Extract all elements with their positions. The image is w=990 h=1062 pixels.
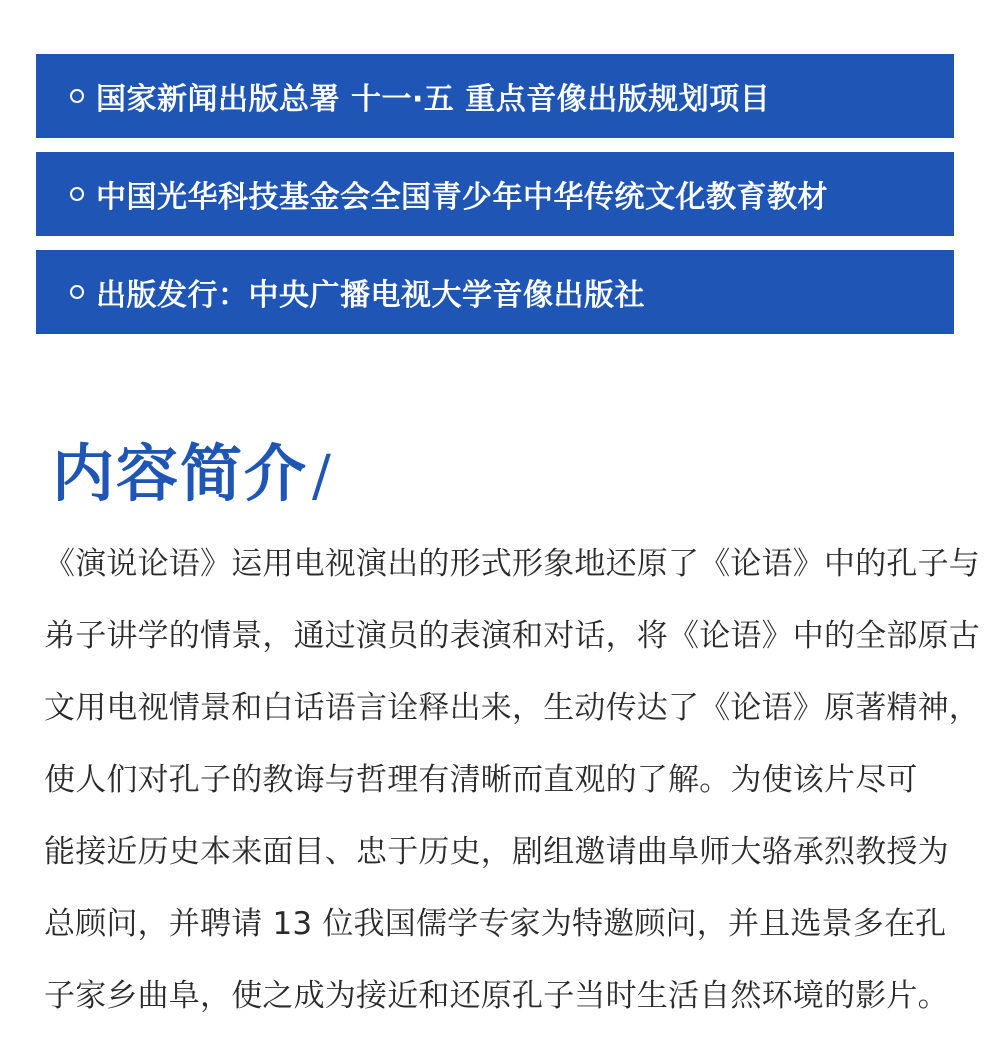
- paragraph-line: 使人们对孔子的教诲与哲理有清晰而直观的了解。为使该片尽可: [44, 762, 918, 798]
- banner-text: 出版发行：中央广播电视大学音像出版社: [96, 278, 645, 313]
- paragraph-line: 弟子讲学的情景，通过演员的表演和对话，将《论语》中的全部原古: [44, 618, 980, 654]
- circle-bullet-icon: [70, 187, 84, 201]
- section-title: [52, 424, 333, 513]
- circle-bullet-icon: [70, 285, 84, 299]
- paragraph-line: 《演说论语》运用电视演出的形式形象地还原了《论语》中的孔子与: [44, 546, 980, 582]
- section-title-text: 内容简介: [52, 437, 309, 510]
- paragraph-line: 总顾问，并聘请 13 位我国儒学专家为特邀顾问，并且选景多在孔: [44, 906, 947, 942]
- paragraph-line: 子家乡曲阜，使之成为接近和还原孔子当时生活自然环境的影片。: [44, 978, 949, 1014]
- banner-text: 中国光华科技基金会全国青少年中华传统文化教育教材: [96, 180, 828, 215]
- paragraph-line: 文用电视情景和白话语言诠释出来，生动传达了《论语》原著精神，: [44, 690, 980, 726]
- banner-project: [36, 54, 954, 138]
- title-slash: /: [312, 444, 333, 509]
- banner-text: 国家新闻出版总署 十一·五 重点音像出版规划项目: [96, 82, 771, 117]
- banner-textbook: [36, 152, 954, 236]
- paragraph-line: 能接近历史本来面目、忠于历史，剧组邀请曲阜师大骆承烈教授为: [44, 834, 949, 870]
- circle-bullet-icon: [70, 89, 84, 103]
- banner-publisher: [36, 250, 954, 334]
- summary-paragraph: [44, 528, 980, 1032]
